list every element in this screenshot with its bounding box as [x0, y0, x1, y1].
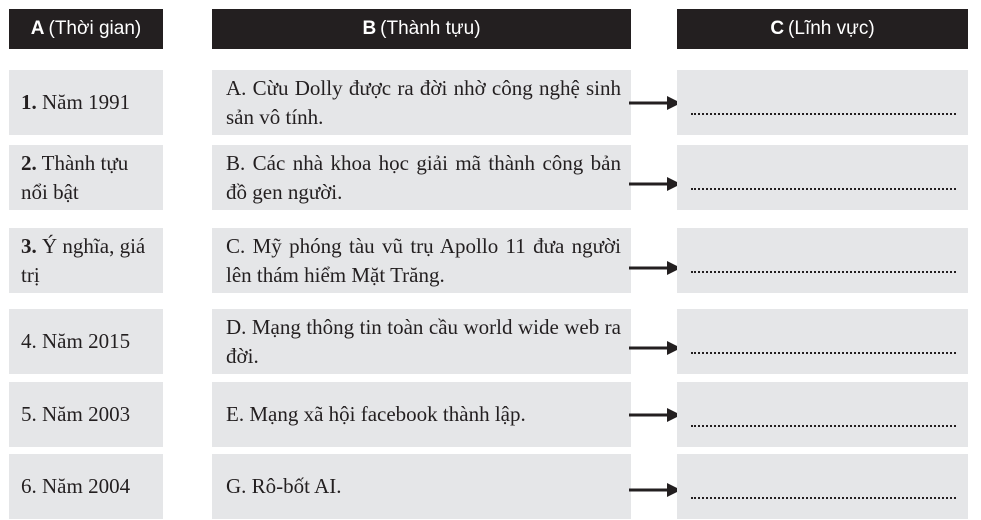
- header-achievement-text: (Thành tựu): [380, 18, 481, 39]
- answer-blank-5[interactable]: [691, 425, 956, 427]
- arrow-right-icon: [629, 174, 683, 194]
- header-field-letter: C: [770, 18, 785, 39]
- answer-blank-6[interactable]: [691, 497, 956, 499]
- field-cell-3[interactable]: [677, 228, 968, 293]
- header-achievement-letter: B: [362, 18, 377, 39]
- answer-blank-4[interactable]: [691, 352, 956, 354]
- time-cell-2: [9, 145, 163, 210]
- header-time: [9, 9, 163, 49]
- achievement-cell-4: [212, 309, 631, 374]
- field-cell-2[interactable]: [677, 145, 968, 210]
- header-field-text: (Lĩnh vực): [788, 18, 875, 39]
- achievement-text-4: D. Mạng thông tin toàn cầu world wide web ra đời.: [226, 314, 621, 368]
- arrow-right-icon: [629, 405, 683, 425]
- time-cell-6: [9, 454, 163, 519]
- time-number-1: 1.: [21, 90, 37, 114]
- header-time-text: (Thời gian): [48, 18, 142, 39]
- achievement-text-3: C. Mỹ phóng tàu vũ trụ Apollo 11 đưa người lên thám hiểm Mặt Trăng.: [226, 233, 621, 287]
- time-cell-5: [9, 382, 163, 447]
- arrow-right-icon: [629, 93, 683, 113]
- field-cell-1[interactable]: [677, 70, 968, 135]
- achievement-cell-6: [212, 454, 631, 519]
- achievement-cell-5: [212, 382, 631, 447]
- field-cell-6[interactable]: [677, 454, 968, 519]
- achievement-cell-2: [212, 145, 631, 210]
- field-cell-4[interactable]: [677, 309, 968, 374]
- time-text-6: 6. Năm 2004: [21, 474, 131, 498]
- time-cell-1: [9, 70, 163, 135]
- time-cell-3: [9, 228, 163, 293]
- achievement-text-6: G. Rô-bốt AI.: [226, 474, 342, 498]
- achievement-text-2: B. Các nhà khoa học giải mã thành công bản đồ gen người.: [226, 150, 621, 204]
- answer-blank-2[interactable]: [691, 188, 956, 190]
- arrow-right-icon: [629, 338, 683, 358]
- answer-blank-1[interactable]: [691, 113, 956, 115]
- time-text-4: 4. Năm 2015: [21, 329, 131, 353]
- time-number-3: 3.: [21, 233, 37, 258]
- time-text-2: Thành tựu nổi bật: [21, 150, 129, 204]
- achievement-text-1: A. Cừu Dolly được ra đời nhờ công nghệ sinh sản vô tính.: [226, 75, 621, 129]
- time-text-3: Ý nghĩa, giá trị: [21, 233, 146, 287]
- header-achievement: [212, 9, 631, 49]
- answer-blank-3[interactable]: [691, 271, 956, 273]
- time-number-2: 2.: [21, 150, 37, 175]
- header-time-letter: A: [30, 18, 45, 39]
- header-field: [677, 9, 968, 49]
- achievement-cell-3: [212, 228, 631, 293]
- arrow-right-icon: [629, 480, 683, 500]
- achievement-cell-1: [212, 70, 631, 135]
- arrow-right-icon: [629, 258, 683, 278]
- time-cell-4: [9, 309, 163, 374]
- field-cell-5[interactable]: [677, 382, 968, 447]
- time-text-5: 5. Năm 2003: [21, 402, 131, 426]
- achievement-text-5: E. Mạng xã hội facebook thành lập.: [226, 402, 526, 426]
- time-text-1: Năm 1991: [36, 90, 131, 114]
